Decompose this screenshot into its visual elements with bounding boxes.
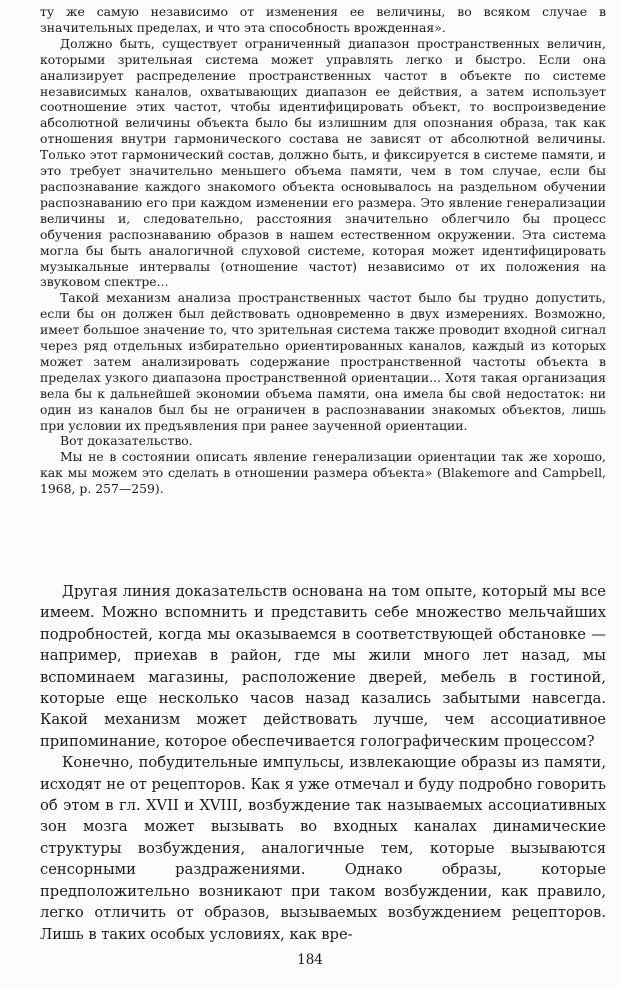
main-text [40,581,606,945]
page-number: 184 [297,952,323,968]
main-paragraph: Конечно, побудительные импульсы, извлекающие образы из памяти, исходят не от рецепторов. Как я уже отмечал и буду подробно говорить об этом в гл. XVII и XVIII, возбуждение так называемых ассоциативных зон мозга может вызывать во входных каналах динамические структуры возбуждения, аналогичные тем, которые вызываются сенсорными раздражениями. Однако образы, которые предположительно возникают при таком возбуждении, как правило, легко отличить от образов, вызываемых возбуждением рецепторов. Лишь в таких особых условиях, как вре- [40,754,606,943]
quote-paragraph: Должно быть, существует ограниченный диапазон пространственных величин, которыми зрительная система может управлять легко и быстро. Если она анализирует распределение пространственных частот в объекте по системе независимых каналов, охватывающих диапазон ее действия, а затем использует соотношение этих частот, чтобы идентифицировать объект, то воспроизведение абсолютной величины объекта было бы излишним для опознания образа, так как отношения внутри гармонического состава не зависят от абсолютной величины. Только этот гармонический состав, должно быть, и фиксируется в системе памяти, и это требует значительно меньшего объема памяти, чем в том случае, если бы распознавание каждого знакомого объекта основывалось на раздельном обучении распознаванию его при каждом изменении его размера. Это явление генерализации величины и, следовательно, расстояния значительно облегчило бы процесс обучения распознаванию образов в нашем естественном окружении. Эта система могла бы быть аналогичной слуховой системе, которая может идентифицировать музыкальные интервалы (отношение частот) независимо от их положения на звуковом спектре... [40,35,606,290]
quote-paragraph: Мы не в состоянии описать явление генерализации ориентации так же хорошо, как мы можем это сделать в отношении размера объекта» (Blakemore and Campbell, 1968, p. 257—259). [40,449,606,497]
quote-paragraph: ту же самую независимо от изменения ее величины, во всяком случае в значительных пределах, и что эта способность врожденная». [40,4,606,35]
quote-paragraph: Такой механизм анализа пространственных частот было бы трудно допустить, если бы он должен был действовать одновременно в двух измерениях. Возможно, имеет большое значение то, что зрительная система также проводит входной сигнал через ряд отдельных избирательно ориентированных каналов, каждый из которых может затем анализировать содержание пространственной частоты объекта в пределах узкого диапазона пространственной ориентации... Хотя такая организация вела бы к дальнейшей экономии объема памяти, она имела бы свой недостаток: ни один из каналов был бы не ограничен в распознавании знакомых объектов, лишь при условии их предъявления при ранее заученной ориентации. [40,290,606,433]
quoted-passage [40,4,606,497]
quote-paragraph: Вот доказательство. [60,433,193,449]
main-paragraph: Другая линия доказательств основана на том опыте, который мы все имеем. Можно вспомнить и представить себе множество мельчайших подробностей, когда мы оказываемся в соответствующей обстановке — например, приехав в район, где мы жили много лет назад, мы вспоминаем магазины, расположение дверей, мебель в гостиной, которые еще несколько часов назад казались забытыми навсегда. Какой механизм может действовать лучше, чем ассоциативное припоминание, которое обеспечивается голографическим процессом? [40,583,606,750]
